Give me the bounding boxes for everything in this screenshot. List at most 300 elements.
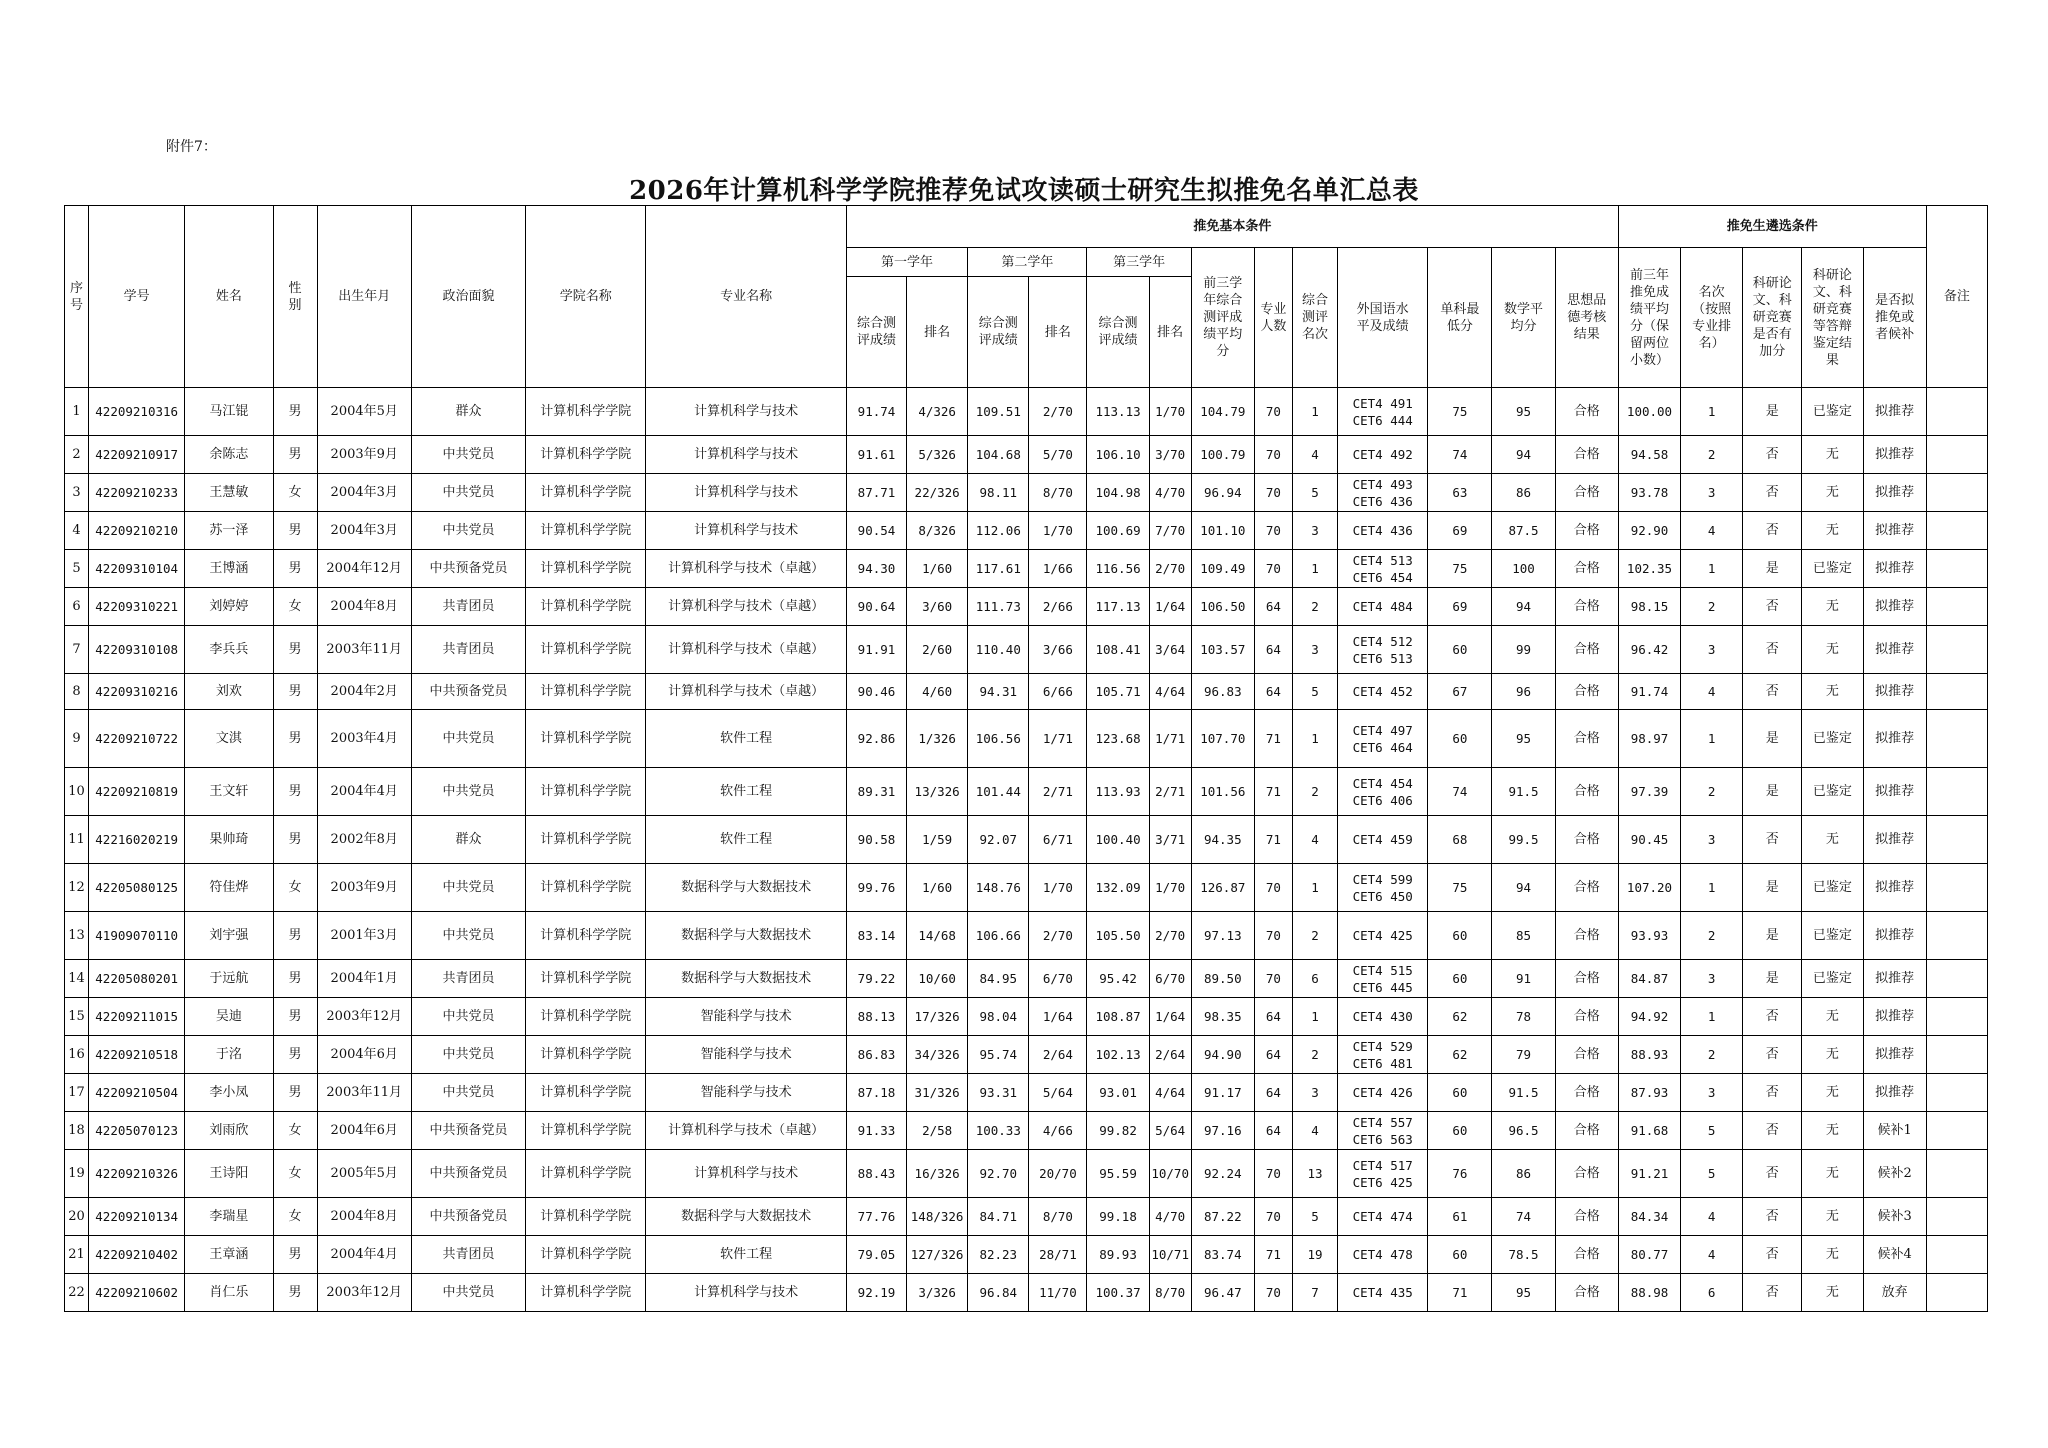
cell-defense: 无: [1802, 588, 1863, 626]
cell-year2-rank: 28/71: [1029, 1236, 1087, 1274]
cell-research-bonus: 是: [1743, 768, 1802, 816]
cell-min-score: 67: [1428, 674, 1492, 710]
cell-major: 计算机科学与技术（卓越）: [646, 674, 847, 710]
cell-year3-rank: 4/70: [1149, 474, 1191, 512]
cell-remark: [1926, 1198, 1987, 1236]
cell-year2-rank: 2/66: [1029, 588, 1087, 626]
cell-rec-avg: 87.93: [1618, 1074, 1680, 1112]
cell-avg3: 96.83: [1191, 674, 1254, 710]
cell-moral: 合格: [1555, 1150, 1618, 1198]
cell-year3-score: 89.93: [1087, 1236, 1149, 1274]
cell-status: 拟推荐: [1863, 998, 1926, 1036]
cell-remark: [1926, 674, 1987, 710]
cell-year1-score: 87.18: [846, 1074, 906, 1112]
header-select-group: 推免生遴选条件: [1618, 206, 1926, 248]
cell-political: 中共党员: [411, 1036, 525, 1074]
cell-math-avg: 95: [1492, 710, 1555, 768]
cell-language: CET4 484: [1338, 588, 1428, 626]
cell-order: 1: [1681, 998, 1743, 1036]
cell-rec-avg: 80.77: [1618, 1236, 1680, 1274]
table-row: [65, 710, 1988, 768]
cell-defense: 无: [1802, 512, 1863, 550]
cell-research-bonus: 否: [1743, 816, 1802, 864]
cell-year2-rank: 2/70: [1029, 388, 1087, 436]
cell-year2-score: 93.31: [968, 1074, 1029, 1112]
cell-seq: 4: [65, 512, 89, 550]
cell-avg3: 107.70: [1191, 710, 1254, 768]
cell-name: 于洺: [185, 1036, 273, 1074]
cell-math-avg: 96: [1492, 674, 1555, 710]
header-remark: 备注: [1926, 206, 1987, 388]
cell-gender: 男: [273, 388, 317, 436]
cell-year1-score: 88.43: [846, 1150, 906, 1198]
cell-defense: 已鉴定: [1802, 960, 1863, 998]
cell-min-score: 76: [1428, 1150, 1492, 1198]
cell-math-avg: 94: [1492, 436, 1555, 474]
cell-year3-score: 113.13: [1087, 388, 1149, 436]
cell-comp-rank: 3: [1292, 1074, 1337, 1112]
cell-political: 群众: [411, 388, 525, 436]
cell-student-id: 42209310104: [89, 550, 185, 588]
cell-major-count: 70: [1254, 1150, 1292, 1198]
cell-year1-rank: 8/326: [907, 512, 968, 550]
cell-college: 计算机科学学院: [526, 1036, 646, 1074]
cell-year1-rank: 13/326: [907, 768, 968, 816]
cell-status: 拟推荐: [1863, 388, 1926, 436]
cell-year2-score: 101.44: [968, 768, 1029, 816]
cell-college: 计算机科学学院: [526, 474, 646, 512]
cell-name: 刘婷婷: [185, 588, 273, 626]
cell-math-avg: 91.5: [1492, 768, 1555, 816]
cell-year3-rank: 3/64: [1149, 626, 1191, 674]
cell-year3-score: 95.59: [1087, 1150, 1149, 1198]
cell-major: 计算机科学与技术: [646, 474, 847, 512]
cell-year3-score: 105.71: [1087, 674, 1149, 710]
cell-political: 共青团员: [411, 626, 525, 674]
header-name: 姓名: [185, 206, 273, 388]
cell-year3-rank: 2/70: [1149, 912, 1191, 960]
cell-seq: 13: [65, 912, 89, 960]
cell-math-avg: 99.5: [1492, 816, 1555, 864]
cell-remark: [1926, 474, 1987, 512]
cell-major: 软件工程: [646, 1236, 847, 1274]
cell-moral: 合格: [1555, 768, 1618, 816]
cell-year1-rank: 148/326: [907, 1198, 968, 1236]
cell-college: 计算机科学学院: [526, 912, 646, 960]
cell-major: 数据科学与大数据技术: [646, 960, 847, 998]
cell-language: CET4 474: [1338, 1198, 1428, 1236]
cell-gender: 女: [273, 1198, 317, 1236]
cell-birth: 2003年11月: [317, 1074, 411, 1112]
cell-student-id: 42209211015: [89, 998, 185, 1036]
cell-math-avg: 94: [1492, 864, 1555, 912]
cell-remark: [1926, 864, 1987, 912]
cell-major-count: 64: [1254, 674, 1292, 710]
cell-name: 王文轩: [185, 768, 273, 816]
cell-rec-avg: 98.97: [1618, 710, 1680, 768]
cell-year3-rank: 1/71: [1149, 710, 1191, 768]
cell-year2-rank: 1/64: [1029, 998, 1087, 1036]
cell-language: CET4 430: [1338, 998, 1428, 1036]
cell-min-score: 63: [1428, 474, 1492, 512]
cell-seq: 22: [65, 1274, 89, 1312]
cell-avg3: 97.13: [1191, 912, 1254, 960]
cell-seq: 14: [65, 960, 89, 998]
cell-comp-rank: 3: [1292, 512, 1337, 550]
cell-moral: 合格: [1555, 388, 1618, 436]
cell-avg3: 87.22: [1191, 1198, 1254, 1236]
header-year1: 第一学年: [846, 248, 967, 277]
cell-major: 软件工程: [646, 768, 847, 816]
header-language: 外国语水 平及成绩: [1338, 248, 1428, 388]
cell-year3-rank: 10/71: [1149, 1236, 1191, 1274]
cell-year3-score: 116.56: [1087, 550, 1149, 588]
cell-avg3: 96.47: [1191, 1274, 1254, 1312]
cell-political: 中共党员: [411, 864, 525, 912]
cell-math-avg: 91.5: [1492, 1074, 1555, 1112]
cell-year1-score: 89.31: [846, 768, 906, 816]
cell-avg3: 104.79: [1191, 388, 1254, 436]
cell-major-count: 70: [1254, 960, 1292, 998]
cell-political: 中共预备党员: [411, 1198, 525, 1236]
cell-year3-score: 95.42: [1087, 960, 1149, 998]
table-row: [65, 1074, 1988, 1112]
cell-research-bonus: 否: [1743, 1036, 1802, 1074]
cell-status: 拟推荐: [1863, 550, 1926, 588]
cell-comp-rank: 7: [1292, 1274, 1337, 1312]
cell-seq: 3: [65, 474, 89, 512]
cell-political: 中共预备党员: [411, 550, 525, 588]
cell-political: 中共党员: [411, 1074, 525, 1112]
table-row: [65, 1198, 1988, 1236]
header-year3-rank: 排名: [1149, 277, 1191, 388]
cell-research-bonus: 否: [1743, 674, 1802, 710]
cell-gender: 女: [273, 1150, 317, 1198]
cell-year3-score: 113.93: [1087, 768, 1149, 816]
header-status: 是否拟 推免或 者候补: [1863, 248, 1926, 388]
cell-remark: [1926, 388, 1987, 436]
cell-status: 候补2: [1863, 1150, 1926, 1198]
cell-min-score: 71: [1428, 1274, 1492, 1312]
cell-name: 刘宇强: [185, 912, 273, 960]
cell-year2-score: 148.76: [968, 864, 1029, 912]
cell-math-avg: 100: [1492, 550, 1555, 588]
cell-year3-score: 93.01: [1087, 1074, 1149, 1112]
cell-remark: [1926, 550, 1987, 588]
header-birth: 出生年月: [317, 206, 411, 388]
cell-name: 刘雨欣: [185, 1112, 273, 1150]
cell-avg3: 96.94: [1191, 474, 1254, 512]
cell-status: 拟推荐: [1863, 588, 1926, 626]
cell-major-count: 70: [1254, 1198, 1292, 1236]
cell-political: 中共预备党员: [411, 1112, 525, 1150]
cell-year1-rank: 31/326: [907, 1074, 968, 1112]
header-order: 名次 （按照 专业排 名）: [1681, 248, 1743, 388]
cell-name: 于远航: [185, 960, 273, 998]
cell-year1-rank: 22/326: [907, 474, 968, 512]
cell-college: 计算机科学学院: [526, 674, 646, 710]
cell-language: CET4 493 CET6 436: [1338, 474, 1428, 512]
cell-major-count: 64: [1254, 588, 1292, 626]
cell-status: 候补4: [1863, 1236, 1926, 1274]
cell-seq: 2: [65, 436, 89, 474]
table-row: [65, 626, 1988, 674]
cell-rec-avg: 94.92: [1618, 998, 1680, 1036]
cell-rec-avg: 107.20: [1618, 864, 1680, 912]
cell-research-bonus: 否: [1743, 1236, 1802, 1274]
cell-comp-rank: 2: [1292, 768, 1337, 816]
cell-research-bonus: 否: [1743, 626, 1802, 674]
cell-research-bonus: 否: [1743, 1112, 1802, 1150]
header-year1-rank: 排名: [907, 277, 968, 388]
cell-remark: [1926, 816, 1987, 864]
cell-college: 计算机科学学院: [526, 1074, 646, 1112]
cell-year1-score: 87.71: [846, 474, 906, 512]
cell-comp-rank: 4: [1292, 1112, 1337, 1150]
cell-language: CET4 435: [1338, 1274, 1428, 1312]
cell-major-count: 71: [1254, 1236, 1292, 1274]
cell-rec-avg: 84.87: [1618, 960, 1680, 998]
table-row: [65, 674, 1988, 710]
cell-moral: 合格: [1555, 960, 1618, 998]
cell-defense: 无: [1802, 1236, 1863, 1274]
cell-language: CET4 529 CET6 481: [1338, 1036, 1428, 1074]
cell-math-avg: 86: [1492, 1150, 1555, 1198]
cell-language: CET4 517 CET6 425: [1338, 1150, 1428, 1198]
cell-major: 数据科学与大数据技术: [646, 912, 847, 960]
cell-avg3: 94.35: [1191, 816, 1254, 864]
cell-defense: 无: [1802, 436, 1863, 474]
cell-year2-rank: 1/71: [1029, 710, 1087, 768]
cell-comp-rank: 1: [1292, 998, 1337, 1036]
cell-language: CET4 492: [1338, 436, 1428, 474]
cell-year1-score: 90.64: [846, 588, 906, 626]
cell-min-score: 62: [1428, 1036, 1492, 1074]
cell-moral: 合格: [1555, 626, 1618, 674]
cell-status: 拟推荐: [1863, 710, 1926, 768]
cell-name: 王博涵: [185, 550, 273, 588]
cell-language: CET4 497 CET6 464: [1338, 710, 1428, 768]
cell-comp-rank: 2: [1292, 1036, 1337, 1074]
cell-year2-score: 98.04: [968, 998, 1029, 1036]
cell-year1-rank: 3/60: [907, 588, 968, 626]
cell-avg3: 91.17: [1191, 1074, 1254, 1112]
cell-defense: 无: [1802, 1198, 1863, 1236]
cell-year1-rank: 1/326: [907, 710, 968, 768]
cell-rec-avg: 93.78: [1618, 474, 1680, 512]
cell-political: 中共党员: [411, 436, 525, 474]
cell-moral: 合格: [1555, 816, 1618, 864]
cell-status: 候补1: [1863, 1112, 1926, 1150]
cell-seq: 10: [65, 768, 89, 816]
cell-year2-score: 92.07: [968, 816, 1029, 864]
table-row: [65, 1236, 1988, 1274]
cell-political: 中共党员: [411, 512, 525, 550]
cell-gender: 男: [273, 550, 317, 588]
cell-status: 拟推荐: [1863, 912, 1926, 960]
cell-year2-score: 82.23: [968, 1236, 1029, 1274]
cell-year2-score: 84.95: [968, 960, 1029, 998]
cell-min-score: 74: [1428, 768, 1492, 816]
header-year1-score: 综合测 评成绩: [846, 277, 906, 388]
cell-defense: 无: [1802, 474, 1863, 512]
cell-remark: [1926, 1274, 1987, 1312]
cell-political: 中共预备党员: [411, 1150, 525, 1198]
cell-research-bonus: 是: [1743, 960, 1802, 998]
cell-birth: 2004年12月: [317, 550, 411, 588]
cell-birth: 2003年12月: [317, 1274, 411, 1312]
cell-year2-score: 100.33: [968, 1112, 1029, 1150]
cell-birth: 2004年2月: [317, 674, 411, 710]
table-row: [65, 816, 1988, 864]
cell-language: CET4 515 CET6 445: [1338, 960, 1428, 998]
table-row: [65, 512, 1988, 550]
header-major-count: 专业 人数: [1254, 248, 1292, 388]
cell-year3-score: 100.69: [1087, 512, 1149, 550]
cell-seq: 9: [65, 710, 89, 768]
cell-min-score: 75: [1428, 550, 1492, 588]
cell-college: 计算机科学学院: [526, 550, 646, 588]
cell-rec-avg: 98.15: [1618, 588, 1680, 626]
header-year2-rank: 排名: [1029, 277, 1087, 388]
cell-defense: 无: [1802, 1112, 1863, 1150]
cell-student-id: 42209210504: [89, 1074, 185, 1112]
cell-birth: 2002年8月: [317, 816, 411, 864]
cell-comp-rank: 2: [1292, 588, 1337, 626]
cell-gender: 男: [273, 710, 317, 768]
cell-year3-score: 132.09: [1087, 864, 1149, 912]
cell-gender: 男: [273, 998, 317, 1036]
cell-year2-score: 104.68: [968, 436, 1029, 474]
cell-seq: 5: [65, 550, 89, 588]
cell-defense: 无: [1802, 998, 1863, 1036]
cell-year3-score: 100.37: [1087, 1274, 1149, 1312]
cell-rec-avg: 91.74: [1618, 674, 1680, 710]
cell-defense: 已鉴定: [1802, 710, 1863, 768]
header-math-avg: 数学平 均分: [1492, 248, 1555, 388]
cell-year2-score: 112.06: [968, 512, 1029, 550]
cell-year3-score: 108.87: [1087, 998, 1149, 1036]
cell-min-score: 60: [1428, 1074, 1492, 1112]
cell-birth: 2004年8月: [317, 1198, 411, 1236]
cell-college: 计算机科学学院: [526, 436, 646, 474]
cell-avg3: 89.50: [1191, 960, 1254, 998]
table-row: [65, 864, 1988, 912]
cell-gender: 男: [273, 626, 317, 674]
cell-gender: 男: [273, 912, 317, 960]
cell-political: 中共党员: [411, 1274, 525, 1312]
cell-year1-score: 83.14: [846, 912, 906, 960]
cell-student-id: 42209210402: [89, 1236, 185, 1274]
cell-status: 拟推荐: [1863, 1074, 1926, 1112]
cell-political: 中共党员: [411, 998, 525, 1036]
cell-name: 文淇: [185, 710, 273, 768]
cell-moral: 合格: [1555, 1236, 1618, 1274]
cell-political: 共青团员: [411, 588, 525, 626]
cell-student-id: 42209210134: [89, 1198, 185, 1236]
cell-political: 中共党员: [411, 768, 525, 816]
cell-year1-score: 99.76: [846, 864, 906, 912]
cell-year1-score: 77.76: [846, 1198, 906, 1236]
cell-math-avg: 87.5: [1492, 512, 1555, 550]
cell-research-bonus: 否: [1743, 474, 1802, 512]
table-row: [65, 436, 1988, 474]
candidate-table: [64, 205, 1988, 1312]
cell-year3-rank: 2/70: [1149, 550, 1191, 588]
header-moral: 思想品 德考核 结果: [1555, 248, 1618, 388]
cell-avg3: 83.74: [1191, 1236, 1254, 1274]
cell-seq: 21: [65, 1236, 89, 1274]
cell-name: 苏一泽: [185, 512, 273, 550]
cell-defense: 无: [1802, 626, 1863, 674]
cell-year3-rank: 6/70: [1149, 960, 1191, 998]
cell-birth: 2004年6月: [317, 1036, 411, 1074]
cell-year3-rank: 5/64: [1149, 1112, 1191, 1150]
cell-rec-avg: 84.34: [1618, 1198, 1680, 1236]
cell-student-id: 42209210316: [89, 388, 185, 436]
cell-order: 3: [1681, 816, 1743, 864]
cell-gender: 男: [273, 512, 317, 550]
cell-math-avg: 78: [1492, 998, 1555, 1036]
cell-birth: 2004年4月: [317, 1236, 411, 1274]
cell-defense: 已鉴定: [1802, 550, 1863, 588]
cell-math-avg: 86: [1492, 474, 1555, 512]
cell-status: 拟推荐: [1863, 960, 1926, 998]
cell-comp-rank: 1: [1292, 388, 1337, 436]
cell-student-id: 42209210819: [89, 768, 185, 816]
cell-year2-score: 95.74: [968, 1036, 1029, 1074]
cell-language: CET4 491 CET6 444: [1338, 388, 1428, 436]
cell-student-id: 42216020219: [89, 816, 185, 864]
document-title: 2026年计算机科学学院推荐免试攻读硕士研究生拟推免名单汇总表: [629, 176, 1419, 206]
cell-research-bonus: 否: [1743, 1198, 1802, 1236]
table-row: [65, 1112, 1988, 1150]
cell-college: 计算机科学学院: [526, 710, 646, 768]
cell-major: 智能科学与技术: [646, 998, 847, 1036]
cell-avg3: 109.49: [1191, 550, 1254, 588]
cell-year3-score: 105.50: [1087, 912, 1149, 960]
header-comp-rank: 综合 测评 名次: [1292, 248, 1337, 388]
cell-college: 计算机科学学院: [526, 1274, 646, 1312]
cell-year3-score: 123.68: [1087, 710, 1149, 768]
cell-remark: [1926, 1112, 1987, 1150]
cell-major: 智能科学与技术: [646, 1036, 847, 1074]
cell-research-bonus: 否: [1743, 588, 1802, 626]
cell-student-id: 42209310216: [89, 674, 185, 710]
cell-math-avg: 85: [1492, 912, 1555, 960]
table-row: [65, 1036, 1988, 1074]
cell-year2-score: 106.66: [968, 912, 1029, 960]
cell-comp-rank: 19: [1292, 1236, 1337, 1274]
cell-year1-score: 91.91: [846, 626, 906, 674]
cell-college: 计算机科学学院: [526, 960, 646, 998]
cell-order: 5: [1681, 1150, 1743, 1198]
cell-avg3: 100.79: [1191, 436, 1254, 474]
cell-year3-rank: 7/70: [1149, 512, 1191, 550]
cell-language: CET4 459: [1338, 816, 1428, 864]
cell-order: 4: [1681, 512, 1743, 550]
cell-language: CET4 425: [1338, 912, 1428, 960]
cell-name: 肖仁乐: [185, 1274, 273, 1312]
cell-year3-score: 99.18: [1087, 1198, 1149, 1236]
cell-major-count: 70: [1254, 388, 1292, 436]
cell-status: 拟推荐: [1863, 864, 1926, 912]
cell-math-avg: 79: [1492, 1036, 1555, 1074]
cell-student-id: 41909070110: [89, 912, 185, 960]
cell-year1-rank: 1/59: [907, 816, 968, 864]
cell-rec-avg: 88.98: [1618, 1274, 1680, 1312]
cell-year2-rank: 11/70: [1029, 1274, 1087, 1312]
